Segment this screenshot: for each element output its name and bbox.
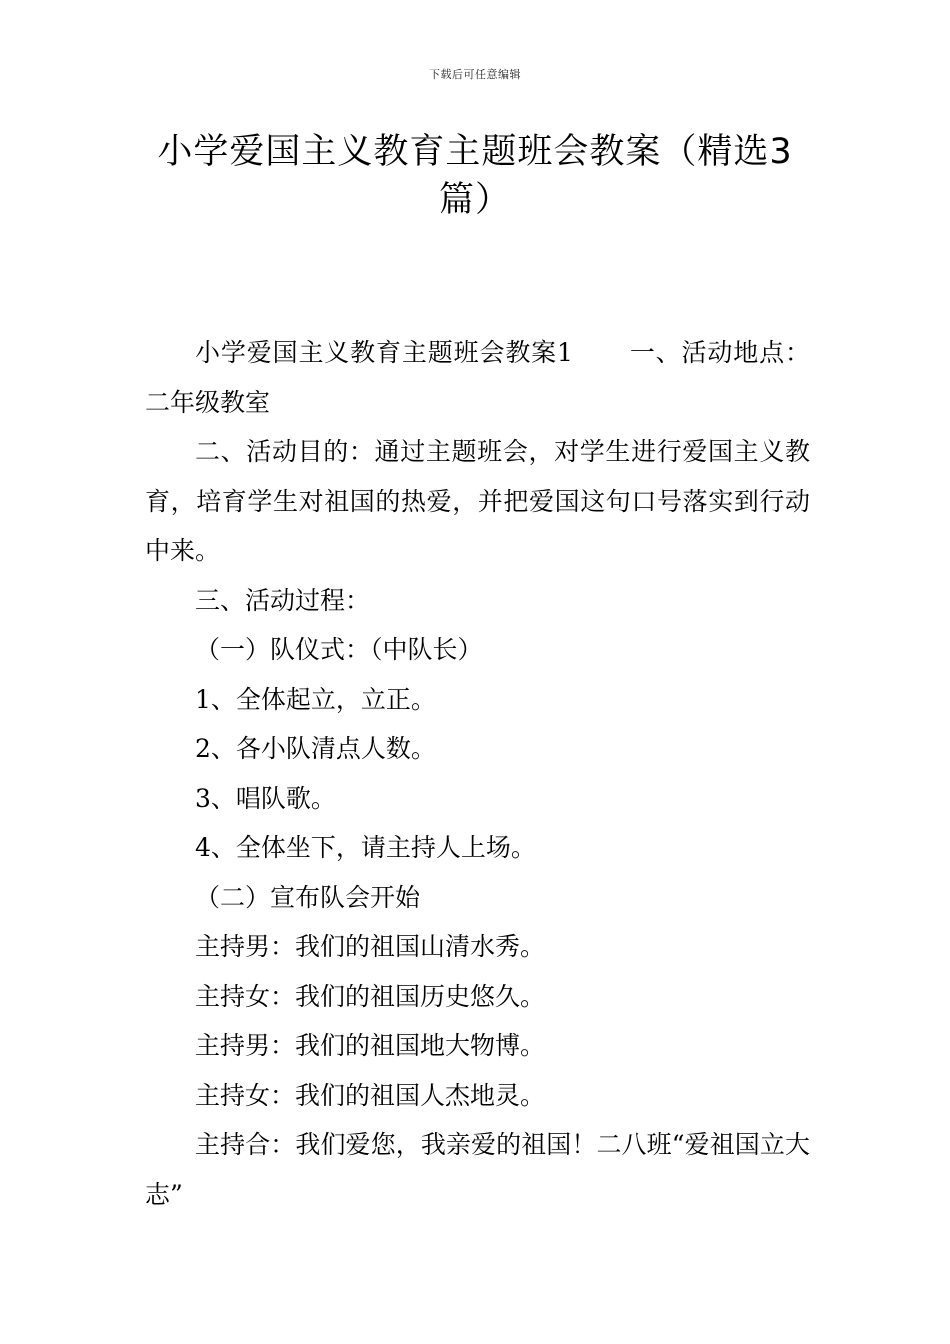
title-line-2: 篇） bbox=[438, 180, 511, 220]
dialogue-line: 主持男：我们的祖国山清水秀。 bbox=[195, 932, 546, 961]
list-item: 3、唱队歌。 bbox=[195, 783, 336, 813]
paragraph-intro bbox=[145, 328, 810, 427]
document-title bbox=[150, 128, 800, 224]
list-item: 2、各小队清点人数。 bbox=[195, 734, 436, 763]
lesson-plan-heading: 小学爱国主义教育主题班会教案1 bbox=[195, 338, 573, 367]
paragraph-meeting-start: （二）宣布队会开始 bbox=[195, 882, 421, 912]
dialogue-line: 主持男：我们的祖国地大物博。 bbox=[195, 1031, 546, 1060]
paragraph-process-heading: 三、活动过程： bbox=[195, 585, 371, 615]
activity-location: 一、活动地点：二年级教室 bbox=[145, 338, 810, 417]
document-body bbox=[145, 328, 810, 1219]
list-item: 4、全体坐下，请主持人上场。 bbox=[195, 833, 536, 862]
title-line-1: 小学爱国主义教育主题班会教案（精选3 bbox=[157, 132, 793, 172]
dialogue-line: 主持女：我们的祖国人杰地灵。 bbox=[195, 1080, 546, 1110]
paragraph-purpose: 二、活动目的：通过主题班会，对学生进行爱国主义教育，培育学生对祖国的热爱，并把爱国这句口号落实到行动中来。 bbox=[145, 437, 810, 565]
dialogue-line: 主持合：我们爱您，我亲爱的祖国！二八班“爱祖国立大志” bbox=[145, 1130, 810, 1209]
download-note: 下载后可任意编辑 bbox=[429, 68, 521, 81]
list-item: 1、全体起立，立正。 bbox=[195, 684, 436, 714]
dialogue-line: 主持女：我们的祖国历史悠久。 bbox=[195, 981, 546, 1011]
paragraph-ceremony-heading: （一）队仪式：（中队长） bbox=[195, 635, 483, 664]
